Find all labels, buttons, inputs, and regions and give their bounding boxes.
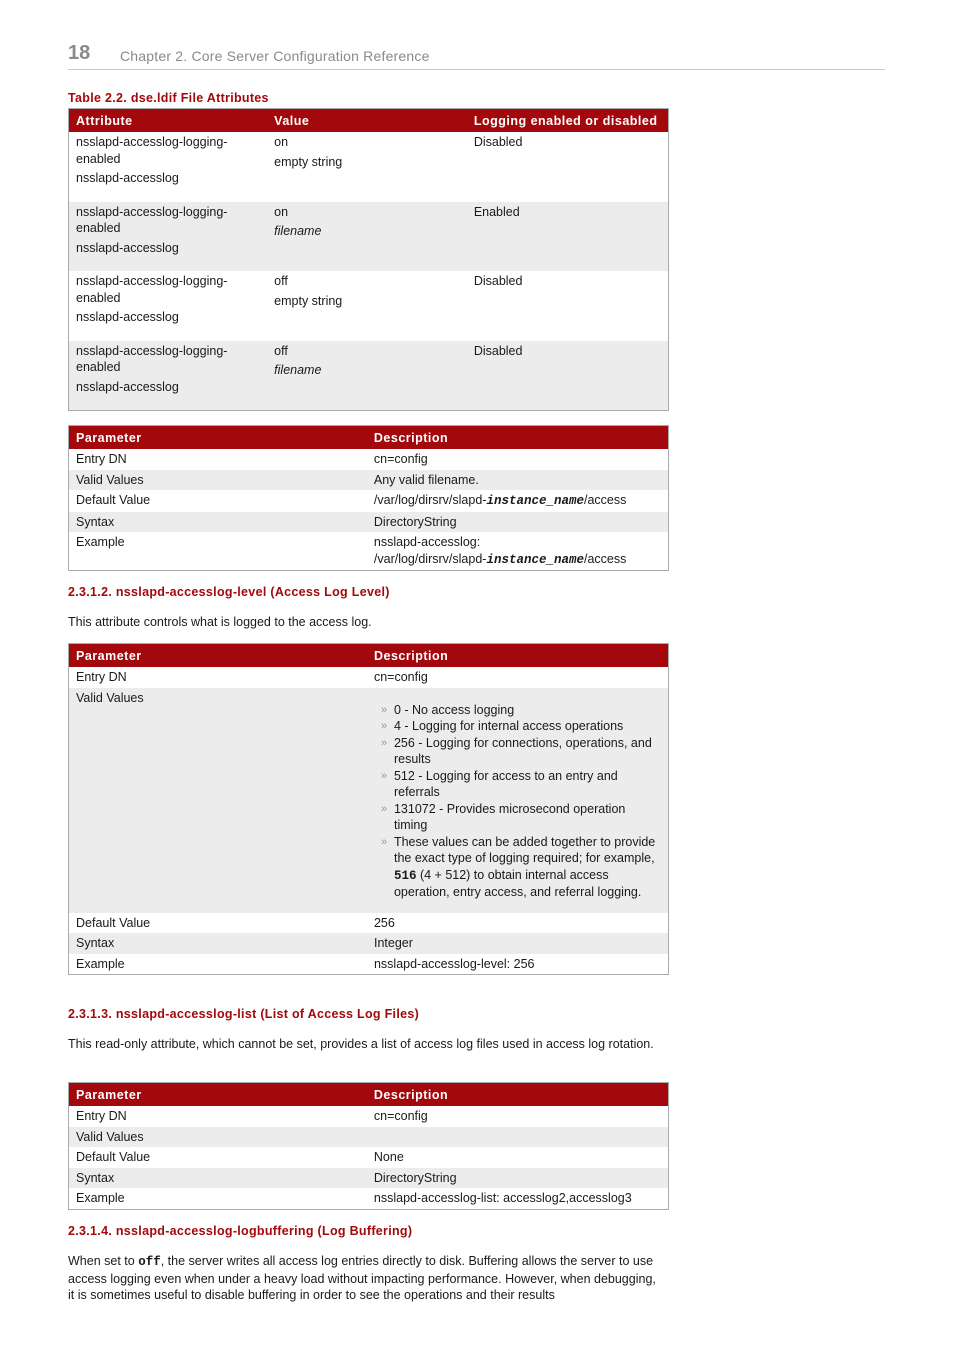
description-cell: cn=config xyxy=(373,1109,428,1123)
description-cell: None xyxy=(373,1150,404,1164)
description-cell: nsslapd-accesslog-level: 256 xyxy=(373,956,535,971)
value-text: on xyxy=(274,204,289,219)
list-item xyxy=(374,718,661,735)
description-cell: DirectoryString xyxy=(367,1168,669,1189)
list-item-text: 512 - Logging for access to an entry and referrals xyxy=(393,768,618,799)
value-cell xyxy=(267,341,467,411)
status-cell: Enabled xyxy=(467,202,669,272)
table-header-row xyxy=(69,644,669,668)
column-header: Attribute xyxy=(69,109,268,133)
section-paragraph xyxy=(68,1253,663,1304)
table-row xyxy=(69,532,669,571)
table-row xyxy=(69,470,669,491)
bullet-arrow-icon: » xyxy=(380,736,388,749)
attribute-name: nsslapd-accesslog xyxy=(76,171,179,185)
column-header: Parameter xyxy=(69,644,367,668)
column-header: Parameter xyxy=(69,1083,367,1107)
bullet-arrow-icon: » xyxy=(380,720,388,732)
description-cell: Any valid filename. xyxy=(367,470,669,491)
table-row xyxy=(69,667,669,688)
bullet-arrow-icon: » xyxy=(380,835,388,848)
example-line: nsslapd-accesslog: xyxy=(373,535,481,549)
list-item xyxy=(374,768,661,801)
column-header: Value xyxy=(267,109,467,133)
parameter-cell: Example xyxy=(76,535,125,549)
value-cell xyxy=(267,132,467,202)
attribute-name: nsslapd-accesslog xyxy=(76,240,179,255)
value-text: off xyxy=(274,274,288,288)
section-title: 2.3.1.2. nsslapd-accesslog-level (Access Log Level) xyxy=(68,585,390,599)
description-cell: cn=config xyxy=(373,452,428,466)
paragraph-text: , the server writes all access log entries directly to disk. Buffering allows the server to use access logging even when under a heavy load without impacting performance. However, when debugging, it is sometimes useful to disable buffering in order to see the operations and their results xyxy=(68,1254,656,1302)
table-header-row xyxy=(69,426,669,450)
table-caption: Table 2.2. dse.ldif File Attributes xyxy=(68,91,269,105)
table-header-row xyxy=(69,1083,669,1107)
list-item xyxy=(374,834,661,901)
parameter-cell: Entry DN xyxy=(76,1109,127,1123)
column-header: Description xyxy=(367,644,669,668)
table-row xyxy=(69,688,669,913)
path-variable: instance_name xyxy=(486,552,584,567)
table-row xyxy=(69,449,669,470)
parameter-cell: Example xyxy=(76,956,125,971)
list-item-text: (4 + 512) to obtain internal access operation, entry access, and referral logging. xyxy=(393,867,642,899)
value-text: filename xyxy=(274,224,322,238)
accesslog-parameter-table xyxy=(68,425,669,571)
table-row xyxy=(69,132,669,202)
list-item xyxy=(374,801,661,834)
attribute-cell xyxy=(69,132,268,202)
table-row xyxy=(69,341,669,411)
status-cell: Disabled xyxy=(473,274,523,288)
parameter-cell: Default Value xyxy=(76,915,151,930)
description-cell: DirectoryString xyxy=(367,512,669,533)
value-text: on xyxy=(274,135,289,149)
bullet-arrow-icon: » xyxy=(380,703,388,716)
description-cell xyxy=(367,532,669,571)
accesslog-level-table xyxy=(68,643,669,975)
list-item xyxy=(374,702,661,719)
description-cell: cn=config xyxy=(373,670,428,684)
table-row xyxy=(69,490,669,512)
value-text: empty string xyxy=(274,154,343,169)
table-row xyxy=(69,933,669,954)
parameter-cell: Valid Values xyxy=(69,470,367,491)
table-row xyxy=(69,1188,669,1209)
parameter-cell: Default Value xyxy=(76,493,151,507)
status-cell: Disabled xyxy=(467,341,669,411)
table-header-row xyxy=(69,109,669,133)
column-header: Description xyxy=(367,426,669,450)
path-prefix: /var/log/dirsrv/slapd- xyxy=(373,493,487,507)
table-row xyxy=(69,954,669,975)
accesslog-list-table xyxy=(68,1082,669,1210)
inline-code: 516 xyxy=(393,868,417,883)
list-item-text: These values can be added together to provide the exact type of logging required; for example, xyxy=(393,834,656,865)
description-cell xyxy=(367,1127,669,1148)
value-text: filename xyxy=(274,363,322,377)
paragraph-text: When set to xyxy=(68,1254,139,1268)
section-paragraph: This read-only attribute, which cannot be set, provides a list of access log files used in access log rotation. xyxy=(68,1037,654,1051)
table-row xyxy=(69,1168,669,1189)
table-row xyxy=(69,1106,669,1127)
attribute-cell xyxy=(69,341,268,411)
parameter-cell: Valid Values xyxy=(69,1127,367,1148)
parameter-cell: Default Value xyxy=(76,1150,151,1164)
page-header xyxy=(68,42,885,70)
attribute-cell xyxy=(69,202,268,272)
attributes-table xyxy=(68,108,669,411)
parameter-cell: Syntax xyxy=(69,1168,367,1189)
path-suffix: /access xyxy=(583,493,627,507)
value-text: off xyxy=(274,343,288,358)
bullet-arrow-icon: » xyxy=(380,769,388,782)
parameter-cell: Entry DN xyxy=(76,452,127,466)
section-title: 2.3.1.3. nsslapd-accesslog-list (List of Access Log Files) xyxy=(68,1007,420,1021)
chapter-title: Chapter 2. Core Server Configuration Reference xyxy=(120,48,430,64)
parameter-cell: Valid Values xyxy=(69,688,367,913)
description-cell xyxy=(367,688,669,913)
parameter-cell: Example xyxy=(76,1191,125,1205)
description-cell: 256 xyxy=(373,915,395,930)
path-variable: instance_name xyxy=(486,494,584,508)
attribute-name: nsslapd-accesslog-logging-enabled xyxy=(76,204,228,235)
value-cell xyxy=(267,202,467,272)
attribute-cell xyxy=(69,271,268,341)
attribute-name: nsslapd-accesslog-logging-enabled xyxy=(76,135,228,166)
inline-code: off xyxy=(138,1255,161,1269)
column-header: Description xyxy=(367,1083,669,1107)
section-title: 2.3.1.4. nsslapd-accesslog-logbuffering (Log Buffering) xyxy=(68,1224,413,1238)
table-row xyxy=(69,1127,669,1148)
description-cell xyxy=(367,490,669,512)
section-paragraph: This attribute controls what is logged to the access log. xyxy=(68,615,372,629)
path-suffix: /access xyxy=(583,551,627,566)
list-item-text: 131072 - Provides microsecond operation timing xyxy=(393,801,626,832)
list-item-text: 0 - No access logging xyxy=(393,702,515,717)
table-row xyxy=(69,202,669,272)
parameter-cell: Entry DN xyxy=(76,670,127,684)
table-row xyxy=(69,512,669,533)
path-prefix: /var/log/dirsrv/slapd- xyxy=(373,551,487,566)
valid-values-list xyxy=(374,702,661,901)
attribute-name: nsslapd-accesslog-logging-enabled xyxy=(76,343,228,374)
status-cell: Disabled xyxy=(473,135,523,149)
value-cell xyxy=(267,271,467,341)
bullet-arrow-icon: » xyxy=(380,802,388,815)
table-row xyxy=(69,913,669,934)
attribute-name: nsslapd-accesslog xyxy=(76,310,179,324)
value-text: empty string xyxy=(274,293,343,308)
list-item-text: 4 - Logging for internal access operations xyxy=(393,719,624,733)
table-row xyxy=(69,1147,669,1168)
parameter-cell: Syntax xyxy=(69,933,367,954)
attribute-name: nsslapd-accesslog xyxy=(76,379,179,394)
list-item-text: 256 - Logging for connections, operations, and results xyxy=(393,735,652,766)
table-row xyxy=(69,271,669,341)
list-item xyxy=(374,735,661,768)
description-cell: Integer xyxy=(367,933,669,954)
column-header: Logging enabled or disabled xyxy=(467,109,669,133)
page-number: 18 xyxy=(68,42,91,64)
parameter-cell: Syntax xyxy=(69,512,367,533)
description-cell: nsslapd-accesslog-list: accesslog2,accesslog3 xyxy=(373,1191,632,1205)
attribute-name: nsslapd-accesslog-logging-enabled xyxy=(76,274,228,305)
column-header: Parameter xyxy=(69,426,367,450)
